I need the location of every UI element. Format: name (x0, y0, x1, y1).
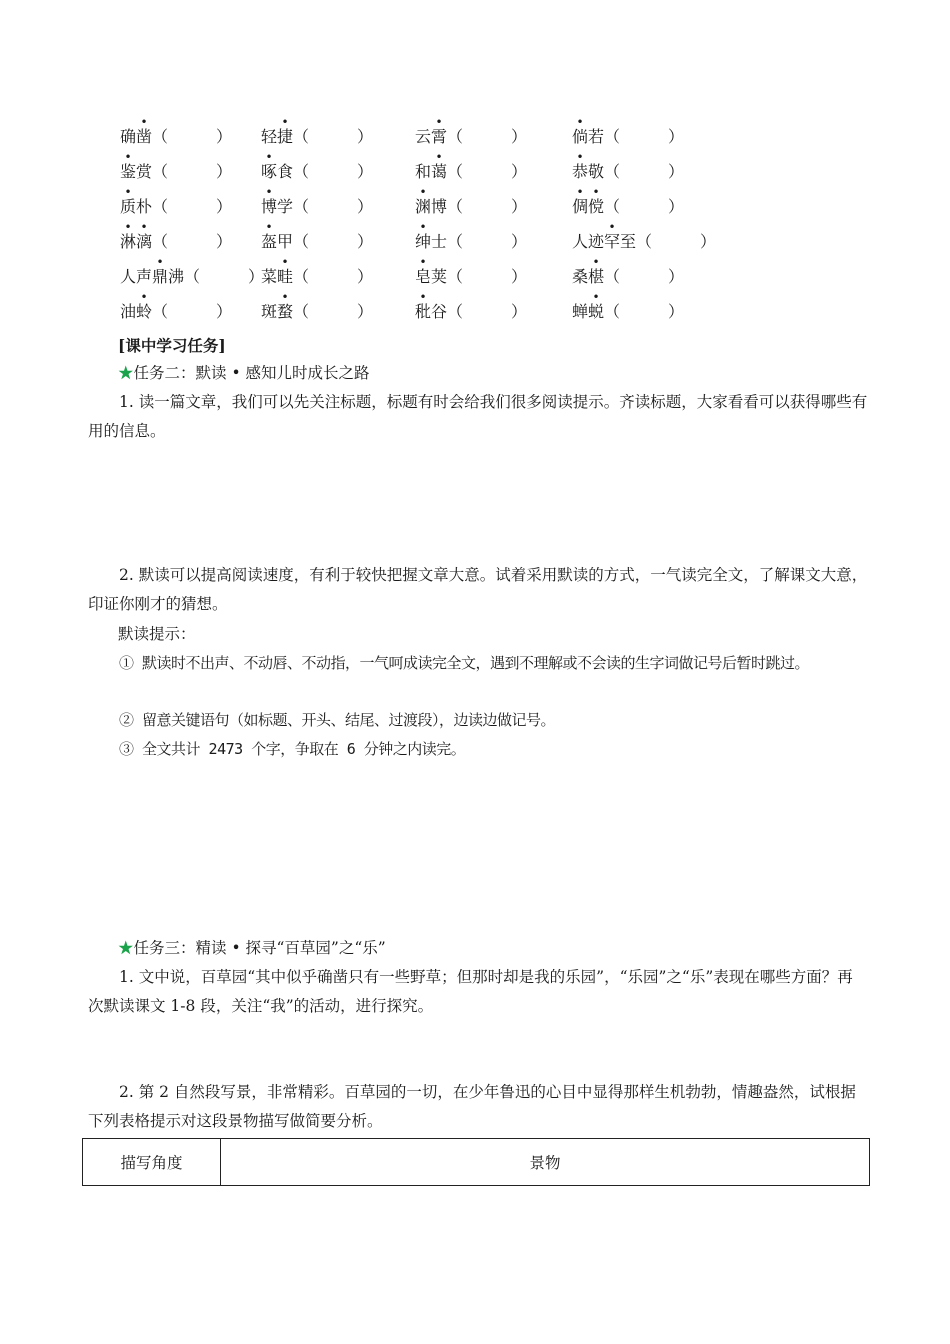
emphasis-dot-icon: • (124, 185, 132, 199)
vocab-item (120, 220, 233, 252)
emphasis-dot-icon: • (281, 115, 289, 129)
reading-hint-2: ② 留意关键语句（如标题、开头、结尾、过渡段），边读边做记号。 (119, 711, 556, 729)
vocab-item (572, 220, 717, 252)
vocab-word: 恭敬 • (572, 150, 605, 181)
analysis-table (82, 1138, 870, 1186)
answer-blank[interactable]: （ ） (636, 232, 717, 251)
vocab-item (415, 150, 528, 182)
vocab-item (415, 290, 528, 322)
emphasis-dot-icon: • (419, 290, 427, 304)
vocab-item (261, 220, 374, 252)
emphasis-dot-icon: • (265, 220, 273, 234)
task3-question-1: 1. 文中说，百草园“其中似乎确凿只有一些野草；但那时却是我的乐园”，“乐园”之“乐”表现在哪些方面？再次默读课文 1-8 段，关注“我”的活动，进行探究。 (88, 968, 853, 1015)
vocab-word: 博学 • (261, 185, 294, 216)
task3-question-2: 2. 第 2 自然段写景，非常精彩。百草园的一切，在少年鲁迅的心目中显得那样生机勃勃，情趣盎然，试根据下列表格提示对这段景物描写做简要分析。 (88, 1083, 856, 1130)
emphasis-dot-icon: • (265, 185, 273, 199)
task2-title: 任务二：默读 • 感知儿时成长之路 (133, 364, 370, 382)
answer-blank[interactable]: （ ） (293, 127, 374, 146)
answer-blank[interactable]: （ ） (152, 197, 233, 216)
vocab-row (120, 220, 820, 264)
vocab-word: 啄食 • (261, 150, 294, 181)
vocab-item (572, 255, 685, 287)
emphasis-dot-icon: • (592, 185, 600, 199)
task2-heading (118, 359, 370, 388)
answer-blank[interactable]: （ ） (447, 162, 528, 181)
vocab-grid (120, 115, 820, 334)
emphasis-dot-icon: • (124, 150, 132, 164)
vocab-word: 菜畦 • (261, 255, 294, 286)
vocab-item (572, 290, 685, 322)
vocab-word: 倘若 • (572, 115, 605, 146)
vocab-word: 渊博 • (415, 185, 448, 216)
vocab-word: 斑蝥 • (261, 290, 294, 321)
vocab-word: 轻捷 • (261, 115, 294, 146)
answer-blank[interactable]: （ ） (293, 162, 374, 181)
vocab-item (415, 185, 528, 217)
answer-blank[interactable]: （ ） (184, 267, 265, 286)
vocab-word: 鉴赏 • (120, 150, 153, 181)
vocab-word: 淋漓 • • (120, 220, 153, 251)
reading-hint-1: ① 默读时不出声、不动唇、不动指，一气呵成读完全文，遇到不理解或不会读的生字词做记号后暂时跳过。 (119, 654, 810, 672)
vocab-word: 秕谷 • (415, 290, 448, 321)
vocab-row (120, 150, 820, 194)
star-icon: ★ (118, 364, 134, 382)
answer-blank[interactable]: （ ） (152, 127, 233, 146)
vocab-item (120, 290, 233, 322)
table-row (83, 1139, 870, 1186)
emphasis-dot-icon: • (576, 150, 584, 164)
answer-blank[interactable]: （ ） (152, 162, 233, 181)
vocab-word: 和蔼 • (415, 150, 448, 181)
task2-question-1: 1. 读一篇文章，我们可以先关注标题，标题有时会给我们很多阅读提示。齐读标题，大家看看可以获得哪些有用的信息。 (88, 393, 868, 440)
vocab-item (261, 150, 374, 182)
emphasis-dot-icon: • (419, 185, 427, 199)
answer-blank[interactable]: （ ） (447, 197, 528, 216)
emphasis-dot-icon: • (265, 150, 273, 164)
answer-blank[interactable]: （ ） (604, 127, 685, 146)
vocab-row (120, 115, 820, 159)
vocab-item (261, 185, 374, 217)
vocab-row (120, 255, 820, 299)
vocab-item (572, 150, 685, 182)
reading-hint-label: 默读提示： (118, 625, 196, 643)
vocab-word: 确凿 • (120, 115, 153, 146)
table-header-angle: 描写角度 (83, 1139, 221, 1186)
emphasis-dot-icon: • (281, 290, 289, 304)
emphasis-dot-icon: • (419, 255, 427, 269)
vocab-item (415, 220, 528, 252)
vocab-word: 桑椹 • (572, 255, 605, 286)
vocab-item (261, 290, 374, 322)
emphasis-dot-icon: • (435, 115, 443, 129)
emphasis-dot-icon: • (140, 290, 148, 304)
vocab-word: 倜傥 • • (572, 185, 605, 216)
answer-blank[interactable]: （ ） (604, 302, 685, 321)
emphasis-dot-icon: • (140, 115, 148, 129)
task2-question-2: 2. 默读可以提高阅读速度，有利于较快把握文章大意。试着采用默读的方式，一气读完全文，了解课文大意，印证你刚才的猜想。 (88, 566, 868, 613)
vocab-word: 质朴 • (120, 185, 153, 216)
emphasis-dot-icon: • (576, 115, 584, 129)
answer-blank[interactable]: （ ） (293, 232, 374, 251)
emphasis-dot-icon: • (435, 150, 443, 164)
emphasis-dot-icon: • (140, 220, 148, 234)
vocab-item (261, 255, 374, 287)
star-icon: ★ (118, 939, 134, 957)
answer-blank[interactable]: （ ） (604, 267, 685, 286)
answer-blank[interactable]: （ ） (293, 302, 374, 321)
task3-title: 任务三：精读 • 探寻“百草园”之“乐” (133, 939, 386, 957)
answer-blank[interactable]: （ ） (604, 197, 685, 216)
answer-blank[interactable]: （ ） (447, 232, 528, 251)
vocab-row (120, 185, 820, 229)
emphasis-dot-icon: • (592, 255, 600, 269)
answer-blank[interactable]: （ ） (447, 127, 528, 146)
emphasis-dot-icon: • (281, 255, 289, 269)
vocab-word: 人声鼎沸 • (120, 255, 185, 286)
vocab-row (120, 290, 820, 334)
section-header: [课中学习任务] (118, 336, 226, 355)
answer-blank[interactable]: （ ） (293, 267, 374, 286)
answer-blank[interactable]: （ ） (604, 162, 685, 181)
answer-blank[interactable]: （ ） (447, 267, 528, 286)
vocab-word: 云霄 • (415, 115, 448, 146)
reading-hint-3: ③ 全文共计 2473 个字，争取在 6 分钟之内读完。 (119, 740, 466, 758)
vocab-item (261, 115, 374, 147)
task3-heading (118, 934, 386, 963)
emphasis-dot-icon: • (608, 220, 616, 234)
answer-blank[interactable]: （ ） (447, 302, 528, 321)
vocab-item (120, 115, 233, 147)
vocab-word: 油蛉 • (120, 290, 153, 321)
vocab-item (120, 255, 265, 287)
emphasis-dot-icon: • (124, 220, 132, 234)
emphasis-dot-icon: • (592, 290, 600, 304)
vocab-word: 绅士 • (415, 220, 448, 251)
vocab-word: 人迹罕至 • (572, 220, 637, 251)
vocab-item (120, 150, 233, 182)
answer-blank[interactable]: （ ） (152, 232, 233, 251)
vocab-item (572, 115, 685, 147)
vocab-item (120, 185, 233, 217)
vocab-word: 盔甲 • (261, 220, 294, 251)
emphasis-dot-icon: • (576, 185, 584, 199)
vocab-item (415, 255, 528, 287)
emphasis-dot-icon: • (419, 220, 427, 234)
vocab-item (572, 185, 685, 217)
answer-blank[interactable]: （ ） (293, 197, 374, 216)
vocab-item (415, 115, 528, 147)
table-header-scenery: 景物 (221, 1139, 870, 1186)
vocab-word: 皂荚 • (415, 255, 448, 286)
vocab-word: 蝉蜕 • (572, 290, 605, 321)
answer-blank[interactable]: （ ） (152, 302, 233, 321)
emphasis-dot-icon: • (156, 255, 164, 269)
